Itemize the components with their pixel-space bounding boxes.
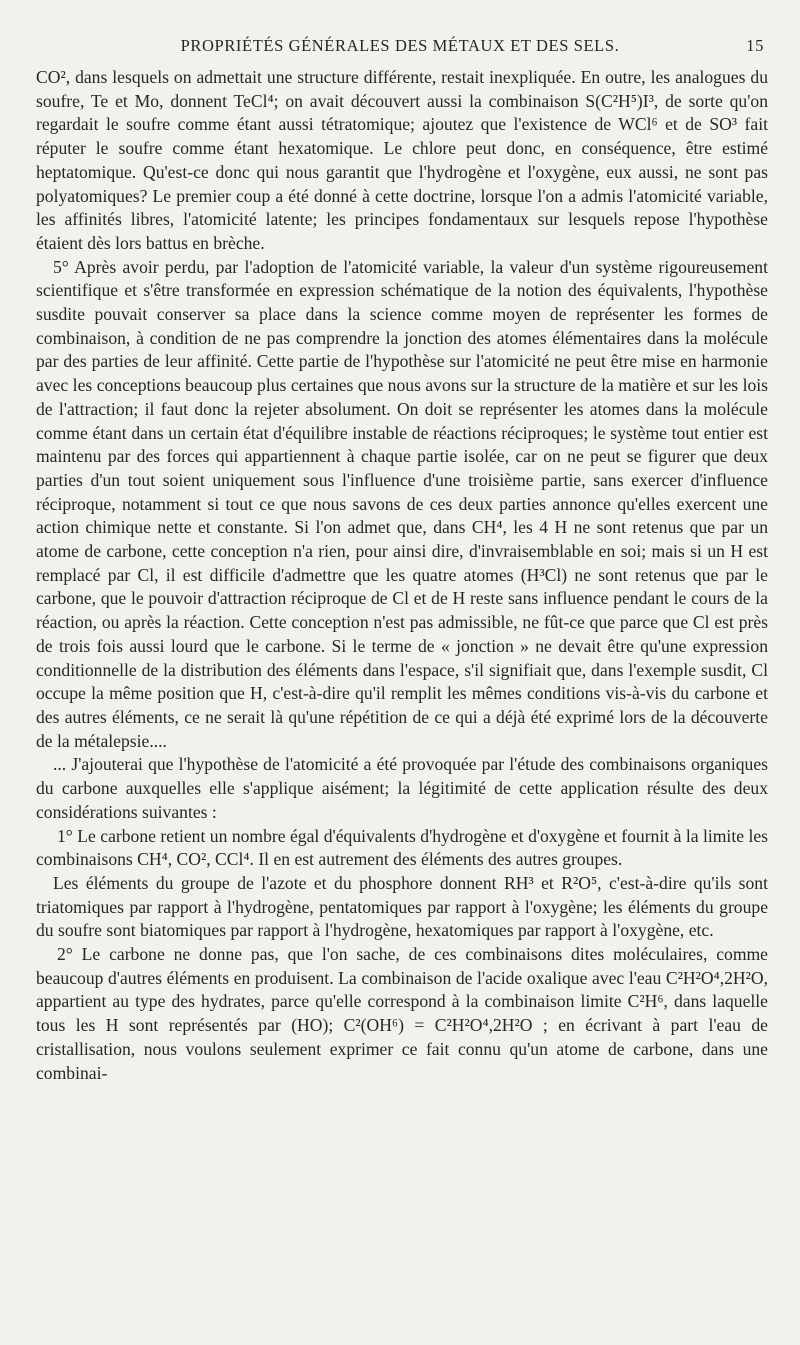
page-body xyxy=(36,66,768,1085)
page-header xyxy=(36,36,764,62)
page-number: 15 xyxy=(746,36,764,55)
paragraph-6: 2° Le carbone ne donne pas, que l'on sache, de ces combinaisons dites moléculaires, comme beaucoup d'autres éléments en produisent. La combinaison de l'acide oxalique avec l'eau C²H²O⁴,2H²O, appartient au type des hydrates, parce qu'elle correspond à la combinaison limite C²H⁶, dans laquelle tous les H sont représentés par (HO); C²(OH⁶) = C²H²O⁴,2H²O ; en écrivant à part l'eau de cristallisation, nous voulons seulement exprimer ce fait connu qu'un atome de carbone, dans une combinai- xyxy=(36,944,768,1083)
paragraph-4: 1° Le carbone retient un nombre égal d'équivalents d'hydrogène et d'oxygène et fournit à la limite les combinaisons CH⁴, CO², CCl⁴. Il en est autrement des éléments des autres groupes. xyxy=(36,825,768,870)
running-title: PROPRIÉTÉS GÉNÉRALES DES MÉTAUX ET DES SELS. xyxy=(180,36,620,55)
paragraph-5: Les éléments du groupe de l'azote et du phosphore donnent RH³ et R²O⁵, c'est-à-dire qu'ils sont triatomiques par rapport à l'hydrogène, pentatomiques par rapport à l'oxygène; les éléments du groupe du soufre sont biatomiques par rapport à l'hydrogène, hexatomiques par rapport à l'oxygène, etc. xyxy=(36,872,768,941)
paragraph-1: CO², dans lesquels on admettait une structure différente, restait inexpliquée. En outre, les analogues du soufre, Te et Mo, donnent TeCl⁴; on avait découvert aussi la combinaison S(C²H⁵)I³, de sorte qu'on regardait le soufre comme étant aussi tétratomique; ajoutez que l'existence de WCl⁶ et de SO³ fait réputer le soufre comme étant hexatomique. Le chlore peut donc, en conséquence, être estimé heptatomique. Qu'est-ce donc qui nous garantit que l'hydrogène et l'oxygène, eux aussi, ne sont pas polyatomiques? Le premier coup a été donné à cette doctrine, lorsque l'on a admis l'atomicité variable, les affinités libres, l'atomicité latente; les principes fondamentaux sur lesquels repose l'hypothèse étaient dès lors battus en brèche. xyxy=(36,67,768,253)
paragraph-3: ... J'ajouterai que l'hypothèse de l'atomicité a été provoquée par l'étude des combinaisons organiques du carbone auxquelles elle s'applique aisément; la légitimité de cette application résulte des deux considérations suivantes : xyxy=(36,754,768,822)
paragraph-2: 5° Après avoir perdu, par l'adoption de l'atomicité variable, la valeur d'un système rigoureusement scientifique et s'être transformée en expression schématique de la notion des équivalents, l'hypothèse susdite pouvait conserver sa place dans la science comme moyen de représenter les formes de combinaison, à condition de ne pas comprendre la jonction des atomes élémentaires dans la molécule par des parties de leur affinité. Cette partie de l'hypothèse sur l'atomicité ne peut être mise en harmonie avec les conceptions beaucoup plus certaines que nous avons sur la structure de la matière et sur les lois de l'attraction; il faut donc la rejeter absolument. On doit se représenter les atomes dans la molécule comme étant dans un certain état d'équilibre instable de réactions réciproques; le système tout entier est maintenu par des forces qui appartiennent à chaque partie isolée, car on ne peut se figurer que deux parties d'un tout soient uniquement sous l'influence d'une troisième partie, sans exercer d'influence réciproque, notamment si tout ce que nous savons de ces deux parties annonce qu'elles exercent une action chimique nette et constante. Si l'on admet que, dans CH⁴, les 4 H ne sont retenus que par un atome de carbone, cette conception n'a rien, pour ainsi dire, d'invraisemblable en soi; mais si un H est remplacé par Cl, il est difficile d'admettre que les quatre atomes (H³Cl) ne sont retenus que par le carbone, que le pouvoir d'attraction réciproque de Cl et de H reste sans influence pendant le cours de la réaction, ou après la réaction. Cette conception n'est pas admissible, ne fût-ce que parce que Cl est près de trois fois aussi lourd que le carbone. Si le terme de « jonction » ne devait être qu'une expression conditionnelle de la distribution des éléments dans l'espace, s'il signifiait que, dans l'exemple susdit, Cl occupe la même position que H, c'est-à-dire qu'il remplit les mêmes conditions vis-à-vis du carbone et des autres éléments, ce ne serait là qu'une répétition de ce qui a déjà été exprimé lors de la découverte de la métalepsie.... xyxy=(36,256,768,751)
